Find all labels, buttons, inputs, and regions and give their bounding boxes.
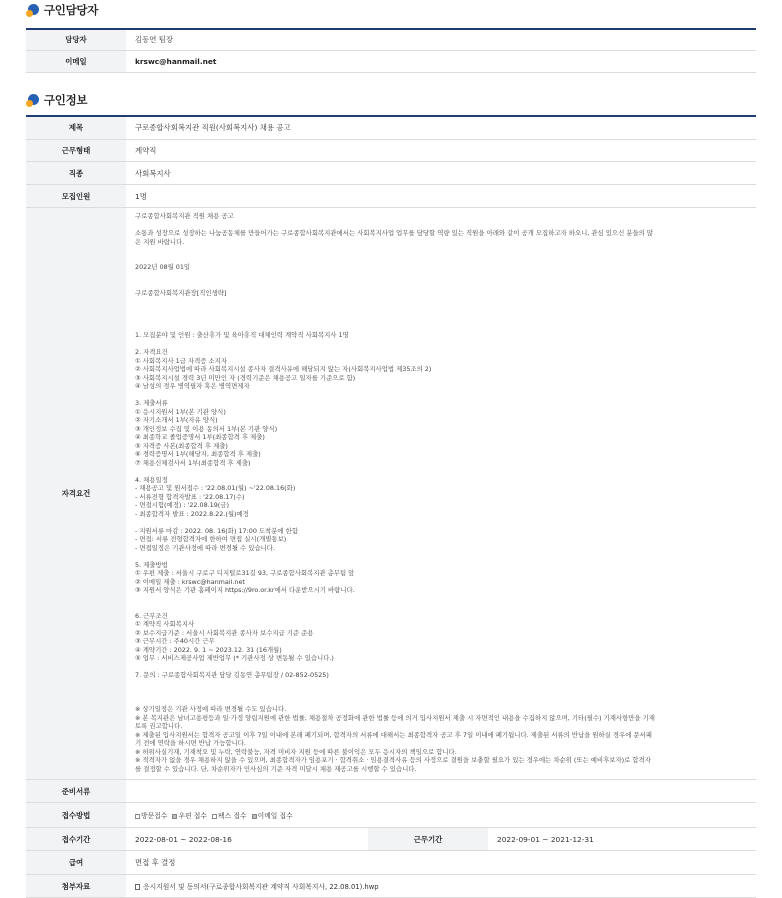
section-bullet-icon bbox=[26, 93, 40, 107]
requirements-line bbox=[135, 340, 747, 349]
requirements-line: 1. 모집분야 및 인원 : 출산휴가 및 육아휴직 대체인력 계약직 사회복지사 1명 bbox=[135, 331, 747, 340]
requirements-line: ② 사회복지사업법에 따라 사회복지시설 종사자 결격사유에 해당되지 않는 자(사회복지사업법 제35조의 2) bbox=[135, 365, 747, 374]
requirements-line: ② 보수지급기준 : 서울시 사회복지관 종사자 보수지급 기준 준용 bbox=[135, 629, 747, 638]
requirements-line bbox=[135, 272, 747, 281]
requirements-line: ③ 근무시간 : 주40시간 근무 bbox=[135, 637, 747, 646]
requirements-line: ※ 적격자가 없을 경우 채용하지 않을 수 있으며, 최종합격자가 임용포기 · 합격취소 · 임용결격사유 등의 사정으로 결원을 보충할 필요가 있는 경우에는 차순위 (또는 예비후보자)로 합격자 bbox=[135, 756, 747, 765]
requirements-line: ※ 허위사실기재, 기재착오 및 누락, 연락불능, 자격 미비자 지원 등에 따른 불이익은 모두 응시자의 책임으로 합니다. bbox=[135, 748, 747, 757]
type-label: 근무형태 bbox=[26, 140, 126, 162]
requirements-line bbox=[135, 314, 747, 323]
salary-label: 급여 bbox=[26, 851, 126, 875]
checkbox-checked-icon bbox=[172, 814, 177, 819]
requirements-line: ② 이메일 제출 : krswc@hanmail.net bbox=[135, 578, 747, 587]
apply-option-fax: 팩스 접수 bbox=[212, 812, 246, 820]
requirements-line: - 채용공고 및 원서접수 : '22.08.01(월) ~'22.08.16(화) bbox=[135, 484, 747, 493]
work-period-label: 근무기간 bbox=[368, 828, 488, 851]
requirements-line bbox=[135, 603, 747, 612]
manager-label: 담당자 bbox=[26, 29, 126, 50]
requirements-line: ⑦ 채용신체검사서 1부(최종합격 후 제출) bbox=[135, 459, 747, 468]
requirements-line: ③ 사회복지시설 경력 3년 미만인 자 (경력기준은 채용공고 일자를 기준으로 함) bbox=[135, 374, 747, 383]
requirements-line: ① 계약직 사회복지사 bbox=[135, 620, 747, 629]
requirements-line bbox=[135, 391, 747, 400]
job-row-apply-method bbox=[26, 803, 756, 828]
requirements-line: 구로종합사회복지관장[직인생략] bbox=[135, 289, 747, 298]
attachment-label: 첨부자료 bbox=[26, 875, 126, 898]
requirements-line: ③ 지원서 양식은 기관 홈페이지 https://9ro.or.kr에서 다운받으시기 바랍니다. bbox=[135, 586, 747, 595]
requirements-line: ② 자기소개서 1부(자유 양식) bbox=[135, 416, 747, 425]
requirements-line: ⑤ 자격증 사본(최종합격 후 제출) bbox=[135, 442, 747, 451]
requirements-line: 2022년 08월 01일 bbox=[135, 263, 747, 272]
requirements-line: ① 우편 제출 : 서울시 구로구 디지털로31길 93, 구로종합사회복지관 총무팀 앞 bbox=[135, 569, 747, 578]
requirements-line bbox=[135, 663, 747, 672]
requirements-line: 구로종합사회복지관 직원 채용 공고 bbox=[135, 212, 747, 221]
attachment-filename[interactable]: 응시지원서 및 동의서(구로종합사회복지관 계약직 사회복지사, 22.08.01).hwp bbox=[143, 883, 379, 891]
contact-row-manager bbox=[26, 29, 756, 50]
category-label: 직종 bbox=[26, 162, 126, 185]
requirements-line: - 지원서류 마감 : 2022. 08. 16(화) 17:00 도착분에 한함 bbox=[135, 527, 747, 536]
job-row-salary bbox=[26, 851, 756, 875]
requirements-line bbox=[135, 688, 747, 697]
file-icon bbox=[135, 884, 140, 890]
contact-row-email bbox=[26, 50, 756, 72]
contact-section-title: 구인담당자 bbox=[44, 2, 98, 18]
requirements-line: - 면접: 서류 전형합격자에 한하여 면접 실시(개별통보) bbox=[135, 535, 747, 544]
requirements-line: 7. 문의 : 구로종합사회복지관 담당 김동연 총무팀장 / 02-852-0525) bbox=[135, 671, 747, 680]
job-row-documents bbox=[26, 780, 756, 803]
requirements-line: ① 응시지원서 1부(본 기관 양식) bbox=[135, 408, 747, 417]
category-value: 사회복지사 bbox=[126, 162, 756, 185]
requirements-line: ④ 최종학교 졸업증명서 1부(최종합격 후 제출) bbox=[135, 433, 747, 442]
requirements-line bbox=[135, 221, 747, 230]
requirements-line bbox=[135, 518, 747, 527]
apply-option-mail: 우편 접수 bbox=[172, 812, 206, 820]
requirements-line: - 면접시험(예정) : '22.08.19(금) bbox=[135, 501, 747, 510]
salary-value: 면접 후 결정 bbox=[126, 851, 756, 875]
requirements-line: ④ 남성의 경우 병역필자 혹은 병역면제자 bbox=[135, 382, 747, 391]
job-row-period bbox=[26, 828, 756, 851]
requirements-line bbox=[135, 552, 747, 561]
requirements-line: - 서류전형 합격자발표 : '22.08.17(수) bbox=[135, 493, 747, 502]
requirements-line: ※ 제출된 입사지원서는 합격자 공고일 이후 7일 이내에 본래 폐기되며, 합격자의 서류에 대해서는 최종합격자 공고 후 7일 이내에 폐기됩니다. 제출된 서류의 반납을 원하실 경우에 문서패 bbox=[135, 731, 747, 740]
checkbox-icon bbox=[212, 814, 217, 819]
job-section-title: 구인정보 bbox=[44, 92, 87, 108]
requirements-line: 기 전에 연락을 하시면 반납 가능합니다. bbox=[135, 739, 747, 748]
requirements-line: 5. 제출방법 bbox=[135, 561, 747, 570]
requirements-line bbox=[135, 467, 747, 476]
job-row-headcount bbox=[26, 185, 756, 208]
job-row-type bbox=[26, 140, 756, 162]
requirements-body bbox=[126, 208, 756, 780]
apply-option-email: 이메일 접수 bbox=[252, 812, 293, 820]
requirements-text bbox=[135, 212, 747, 773]
requirements-line: ⑥ 경력증명서 1부(해당자, 최종합격 후 제출) bbox=[135, 450, 747, 459]
type-value: 계약직 bbox=[126, 140, 756, 162]
requirements-line: 4. 채용일정 bbox=[135, 476, 747, 485]
requirements-line bbox=[135, 280, 747, 289]
requirements-line: 6. 근무조건 bbox=[135, 612, 747, 621]
documents-value bbox=[126, 780, 756, 803]
title-value: 구로종합사회복지관 직원(사회복지사) 채용 공고 bbox=[126, 116, 756, 140]
requirements-line bbox=[135, 306, 747, 315]
requirements-line: 3. 제출서류 bbox=[135, 399, 747, 408]
headcount-value: 1명 bbox=[126, 185, 756, 208]
documents-label: 준비서류 bbox=[26, 780, 126, 803]
page-container bbox=[26, 0, 756, 898]
requirements-line bbox=[135, 680, 747, 689]
period-label: 접수기간 bbox=[26, 828, 126, 851]
job-section-heading bbox=[26, 89, 756, 111]
apply-option-visit: 방문접수 bbox=[135, 812, 167, 820]
requirements-line bbox=[135, 246, 747, 255]
job-row-title bbox=[26, 116, 756, 140]
manager-value: 김동연 팀장 bbox=[126, 29, 756, 50]
requirements-label: 자격요건 bbox=[26, 208, 126, 780]
requirements-line bbox=[135, 323, 747, 332]
job-row-requirements bbox=[26, 208, 756, 780]
requirements-line: 2. 자격요건 bbox=[135, 348, 747, 357]
requirements-line: 소통과 성장으로 성장하는 나눔공동체를 만들어가는 구로종합사회복지관에서는 사회복지사업 업무를 담당할 역량 있는 직원을 아래와 같이 공개 모집하고자 하오니, 관심 있으신 분들의 많 bbox=[135, 229, 747, 238]
period-value: 2022-08-01 ~ 2022-08-16 bbox=[126, 828, 368, 851]
requirements-line bbox=[135, 255, 747, 264]
requirements-line: ③ 개인정보 수집 및 이용 동의서 1부(본 기관 양식) bbox=[135, 425, 747, 434]
apply-method-label: 접수방법 bbox=[26, 803, 126, 828]
title-label: 제목 bbox=[26, 116, 126, 140]
contact-section-heading bbox=[26, 0, 756, 21]
headcount-label: 모집인원 bbox=[26, 185, 126, 208]
job-row-category bbox=[26, 162, 756, 185]
requirements-line: 은 지원 바랍니다. bbox=[135, 238, 747, 247]
requirements-line: 를 결정할 수 있습니다. 단, 차순위자가 인사심의 기준 자격 미달시 채용 재공고를 시행할 수 있습니다. bbox=[135, 765, 747, 774]
checkbox-icon bbox=[135, 814, 140, 819]
email-label: 이메일 bbox=[26, 50, 126, 72]
requirements-line: ① 사회복지사 1급 자격증 소지자 bbox=[135, 357, 747, 366]
requirements-line: 토록 권고합니다. bbox=[135, 722, 747, 731]
requirements-line bbox=[135, 297, 747, 306]
requirements-line: ※ 상기일정은 기관 사정에 따라 변경될 수도 있습니다. bbox=[135, 705, 747, 714]
requirements-line: ④ 계약기간 : 2022. 9. 1 ~ 2023.12. 31 (16개월) bbox=[135, 646, 747, 655]
requirements-line bbox=[135, 697, 747, 706]
requirements-line: - 최종합격자 발표 : 2022.8.22.(월)예정 bbox=[135, 510, 747, 519]
job-table bbox=[26, 115, 756, 898]
requirements-line: ※ 본 복지관은 남녀고용평등과 일·가정 양립지원에 관한 법률, 채용절차 공정화에 관한 법률 등에 의거 입사지원서 제출 시 자면적인 내용을 수집하지 않으며, 기타(필수) 기재사항만을 기재 bbox=[135, 714, 747, 723]
job-row-attachment bbox=[26, 875, 756, 898]
email-value[interactable]: krswc@hanmail.net bbox=[126, 50, 756, 72]
work-period-value: 2022-09-01 ~ 2021-12-31 bbox=[488, 828, 756, 851]
contact-table bbox=[26, 28, 756, 73]
section-bullet-icon bbox=[26, 3, 40, 17]
apply-method-options bbox=[126, 803, 756, 828]
checkbox-checked-icon bbox=[252, 814, 257, 819]
requirements-line bbox=[135, 595, 747, 604]
requirements-line: - 면접일정은 기관사정에 따라 변경될 수 있습니다. bbox=[135, 544, 747, 553]
requirements-line: ⑤ 업무 : 서비스제공사업 제반업무 (* 기관사정 상 변동될 수 있습니다.) bbox=[135, 654, 747, 663]
attachment-link[interactable] bbox=[126, 875, 756, 898]
